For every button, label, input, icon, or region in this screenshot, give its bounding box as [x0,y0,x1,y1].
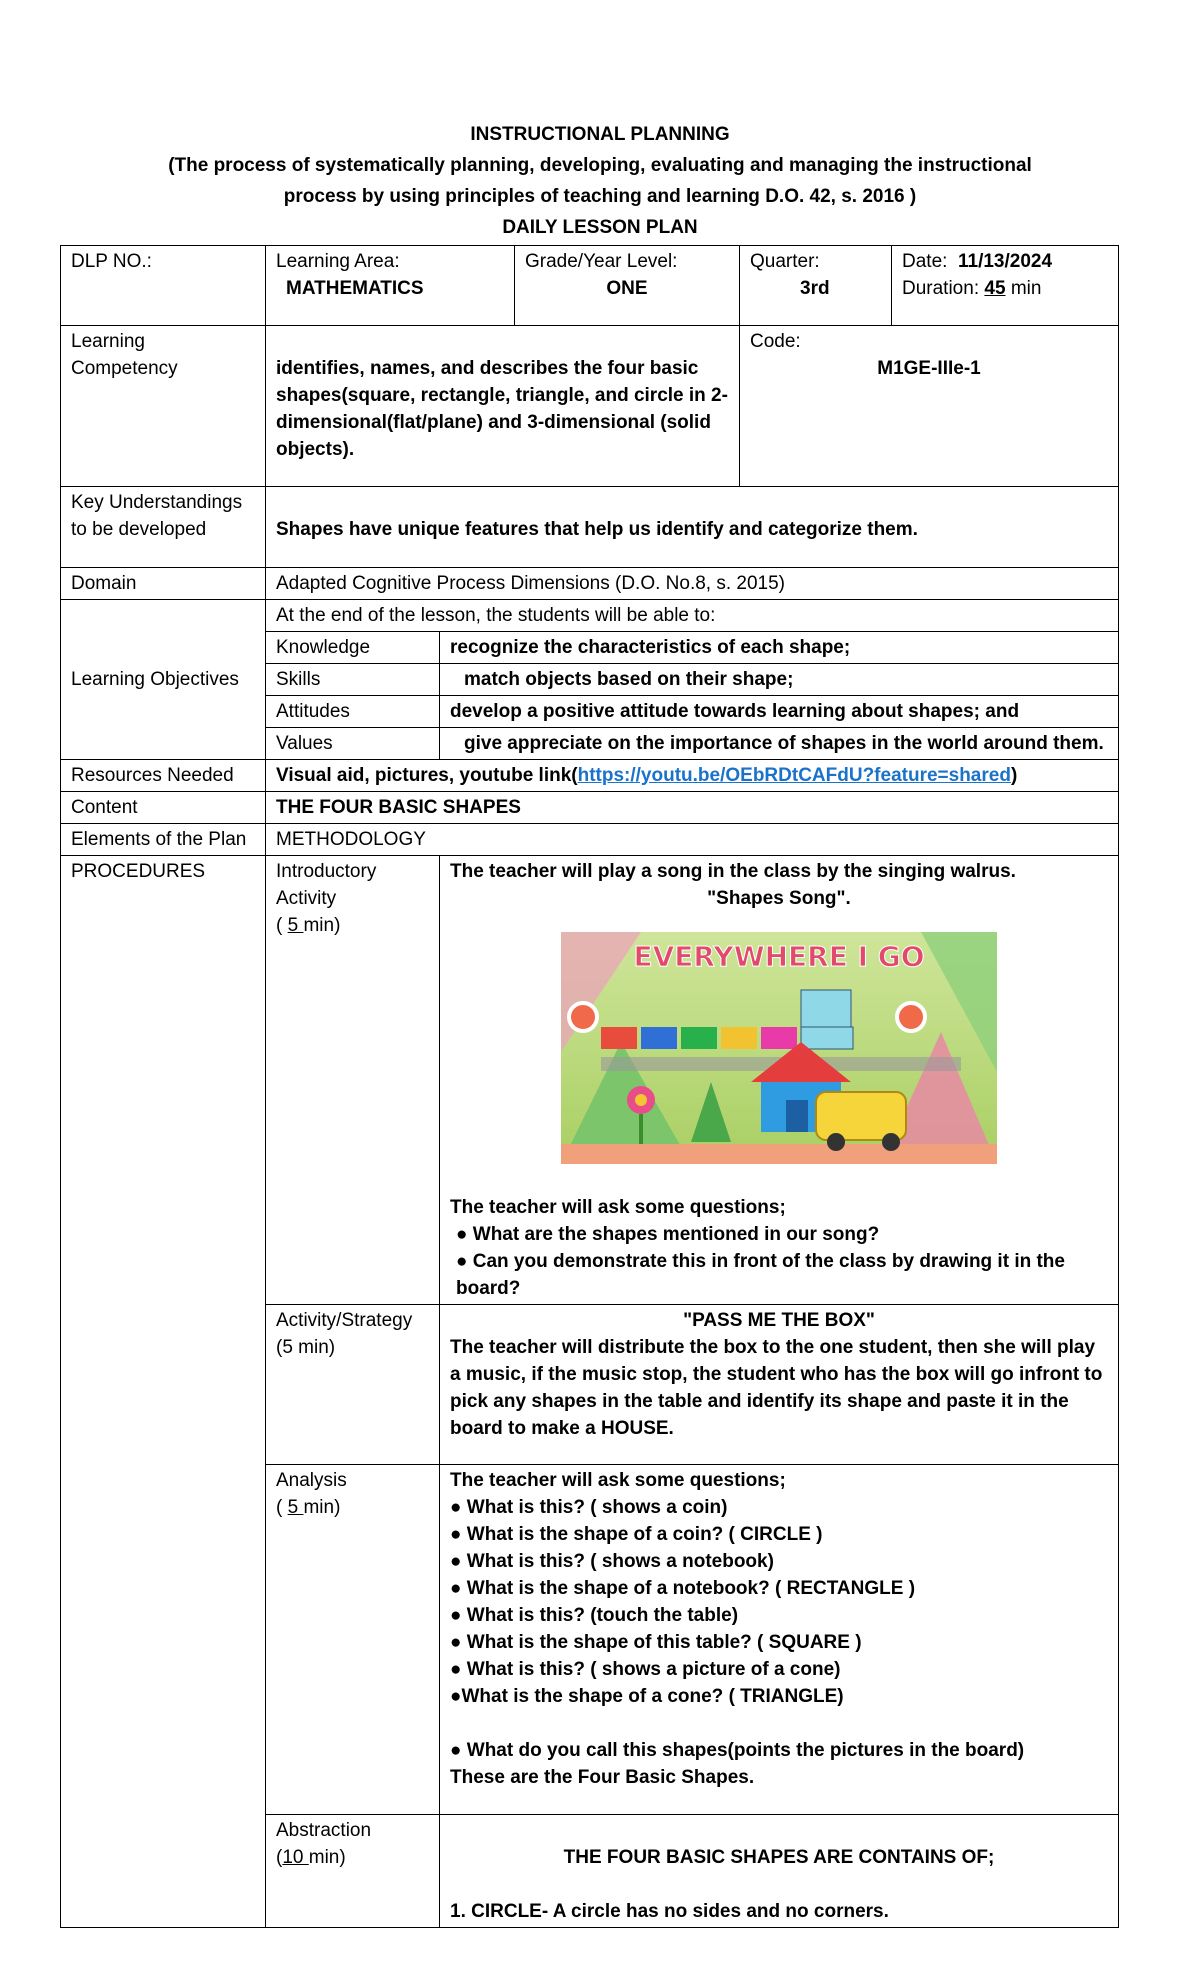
introductory-row [61,856,1119,1305]
list-item: ●What is the shape of a cone? ( TRIANGLE) [450,1686,844,1707]
domain-row [61,568,1119,600]
duration-value: 45 [984,278,1006,299]
lesson-plan-table [60,245,1119,1928]
code-value: M1GE-IIIe-1 [877,358,981,379]
youtube-link[interactable]: https://youtu.be/OEbRDtCAFdU?feature=shared [577,765,1011,786]
quarter-value: 3rd [800,278,830,299]
list-item: ● What is this? ( shows a picture of a cone) [450,1659,841,1680]
objective-text: recognize the characteristics of each shape; [440,632,1119,664]
date-value: 11/13/2024 [957,251,1053,272]
activity-label: Activity/Strategy (5 min) [266,1305,440,1465]
key-understanding-text: Shapes have unique features that help us identify and categorize them. [266,487,1119,568]
analysis-content: The teacher will ask some questions; ● What is this? ( shows a coin) ● What is the shape of a coin? ( CIRCLE ) ● What is this? ( shows a notebook) ● What is the shape of a notebook? ( RECTANGLE ) ● What is this? (touch the table) ● What is the shape of this table? ( SQUARE ) ● What is this? ( shows a picture of a cone) ●What is the shape of a cone? ( TRIANGLE) ● What do you call this shapes(points the pictures in the board) These are the Four Basic Shapes. [440,1465,1119,1815]
elements-label: Elements of the Plan [61,824,266,856]
resources-label: Resources Needed [61,760,266,792]
date-cell: Date: 11/13/2024 Duration: 45 min [892,246,1119,326]
introductory-label: Introductory Activity ( 5 min) [266,856,440,1305]
list-item: ● What is this? ( shows a coin) [450,1497,728,1518]
grade-value: ONE [606,278,648,299]
elements-row [61,824,1119,856]
doc-subtitle-line1: (The process of systematically planning, developing, evaluating and managing the instructional [168,155,1032,176]
objective-text: give appreciate on the importance of shapes in the world around them. [440,728,1119,760]
key-understanding-row [61,487,1119,568]
doc-title: INSTRUCTIONAL PLANNING [470,124,730,145]
objective-type: Values [266,728,440,760]
content-row [61,792,1119,824]
quarter-cell: Quarter: 3rd [740,246,892,326]
thumbnail-title: EVERYWHERE I GO [633,940,925,973]
objective-type: Attitudes [266,696,440,728]
objective-text: match objects based on their shape; [440,664,1119,696]
introductory-content: The teacher will play a song in the class by the singing walrus. "Shapes Song". EVERYWHERE I GO The teacher will ask some questions; ● What are the shapes mentioned in our song? ● Can you demonstrate this in front of the class by drawing it in the board? [440,856,1119,1305]
analysis-label: Analysis ( 5 min) [266,1465,440,1815]
competency-label: Learning Competency [61,326,266,487]
plan-type: DAILY LESSON PLAN [502,217,698,238]
elements-text: METHODOLOGY [266,824,1119,856]
objective-type: Knowledge [266,632,440,664]
resources-row [61,760,1119,792]
list-item: ● What is this? ( shows a notebook) [450,1551,774,1572]
abstraction-label: Abstraction (10 min) [266,1815,440,1928]
list-item: ● What is the shape of this table? ( SQUARE ) [450,1632,862,1653]
learning-area-cell: Learning Area: MATHEMATICS [266,246,515,326]
content-label: Content [61,792,266,824]
list-item: ● What is the shape of a coin? ( CIRCLE ) [450,1524,823,1545]
code-cell: Code: M1GE-IIIe-1 [740,326,1119,487]
competency-row [61,326,1119,487]
activity-content: "PASS ME THE BOX" The teacher will distribute the box to the one student, then she will play a music, if the music stop, the student who has the box will go infront to pick any shapes in the table and identify its shape and paste it in the board to make a HOUSE. [440,1305,1119,1465]
domain-text: Adapted Cognitive Process Dimensions (D.O. No.8, s. 2015) [266,568,1119,600]
objective-type: Skills [266,664,440,696]
domain-label: Domain [61,568,266,600]
learning-area-value: MATHEMATICS [286,278,424,299]
objectives-label: Learning Objectives [61,600,266,760]
objectives-intro-row [61,600,1119,632]
key-understanding-label: Key Understandings to be developed [61,487,266,568]
procedures-label: PROCEDURES [61,856,266,1928]
list-item: ● What is this? (touch the table) [450,1605,739,1626]
content-text: THE FOUR BASIC SHAPES [266,792,1119,824]
info-row [61,246,1119,326]
competency-text: identifies, names, and describes the four basic shapes(square, rectangle, triangle, and circle in 2-dimensional(flat/plane) and 3-dimensional (solid objects). [266,326,740,487]
abstraction-content: THE FOUR BASIC SHAPES ARE CONTAINS OF; 1. CIRCLE- A circle has no sides and no corners. [440,1815,1119,1928]
dlp-cell: DLP NO.: [61,246,266,326]
resources-text: Visual aid, pictures, youtube link(https://youtu.be/OEbRDtCAFdU?feature=shared) [266,760,1119,792]
objectives-intro: At the end of the lesson, the students will be able to: [266,600,1119,632]
shapes-song-thumbnail [561,932,997,1164]
doc-subtitle-line2: process by using principles of teaching and learning D.O. 42, s. 2016 ) [283,186,917,207]
grade-cell: Grade/Year Level: ONE [515,246,740,326]
objective-text: develop a positive attitude towards learning about shapes; and [440,696,1119,728]
list-item: ● What is the shape of a notebook? ( RECTANGLE ) [450,1578,916,1599]
